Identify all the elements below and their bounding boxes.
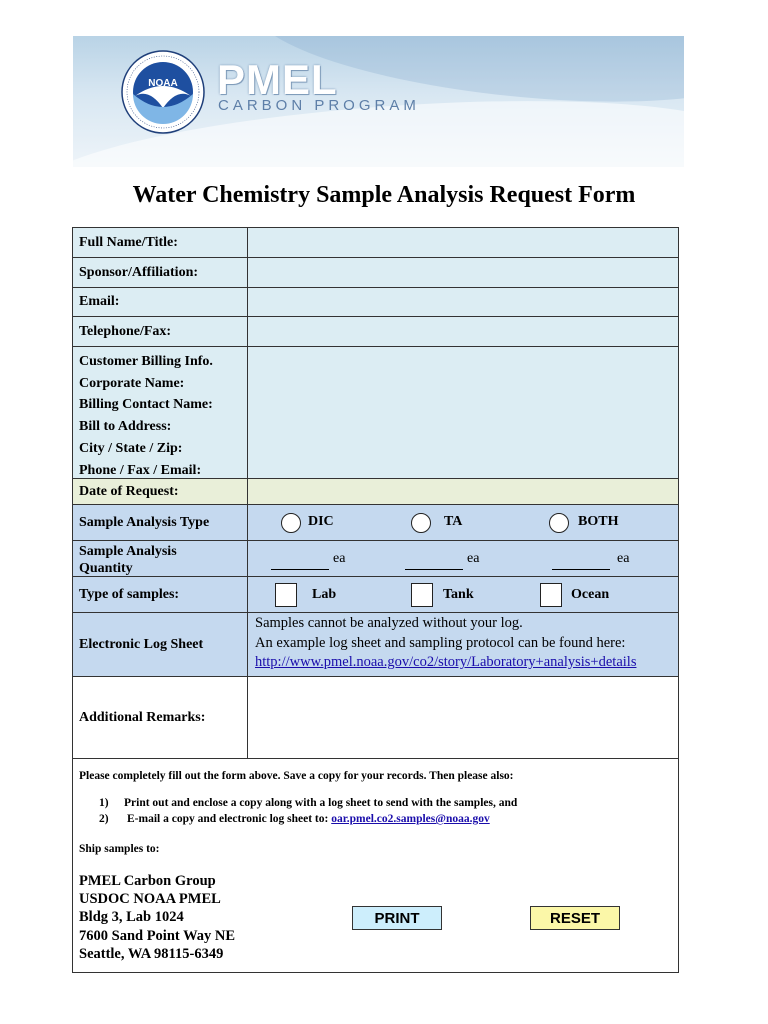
- option-both-label: BOTH: [578, 514, 619, 529]
- bill-address-label: Bill to Address:: [79, 419, 172, 435]
- remarks-field[interactable]: [248, 677, 678, 758]
- row-sample-type: [73, 577, 678, 613]
- billing-contact-label: Billing Contact Name:: [79, 397, 213, 413]
- row-analysis-type: [73, 505, 678, 541]
- row-sponsor: [73, 258, 678, 288]
- log-sheet-notice: Samples cannot be analyzed without your log.: [255, 615, 523, 631]
- email-field[interactable]: [248, 288, 678, 316]
- analysis-quantity-label-line2: Quantity: [79, 561, 133, 576]
- checkbox-ocean[interactable]: [540, 583, 562, 607]
- instructions-section: [79, 759, 672, 972]
- checkbox-tank[interactable]: [411, 583, 433, 607]
- address-line: PMEL Carbon Group: [79, 873, 216, 889]
- log-sheet-info: [248, 613, 678, 676]
- row-remarks: [73, 677, 678, 759]
- billing-heading: Customer Billing Info.: [79, 354, 213, 369]
- print-button[interactable]: PRINT: [352, 906, 442, 930]
- radio-both[interactable]: [549, 513, 569, 533]
- sponsor-label: Sponsor/Affiliation:: [73, 258, 248, 287]
- billing-phone-label: Phone / Fax / Email:: [79, 462, 202, 478]
- sample-type-options: [248, 577, 678, 612]
- ship-label: Ship samples to:: [79, 843, 160, 855]
- row-email: [73, 288, 678, 317]
- instructions-intro: Please completely fill out the form above. Save a copy for your records. Then please also:: [79, 770, 514, 782]
- full-name-field[interactable]: [248, 228, 678, 257]
- quantity-ta-field[interactable]: [405, 569, 463, 570]
- option-ocean-label: Ocean: [571, 587, 610, 602]
- log-sheet-link[interactable]: http://www.pmel.noaa.gov/co2/story/Laboratory+analysis+details: [255, 654, 637, 670]
- noaa-logo: [121, 50, 205, 134]
- quantity-dic-field[interactable]: [271, 569, 329, 570]
- quantity-dic-unit: ea: [333, 551, 346, 566]
- telephone-field[interactable]: [248, 317, 678, 346]
- analysis-quantity-label: [73, 541, 248, 576]
- analysis-type-options: [248, 505, 678, 540]
- option-ta-label: TA: [444, 514, 463, 529]
- samples-email-link[interactable]: oar.pmel.co2.samples@noaa.gov: [331, 813, 490, 825]
- radio-ta[interactable]: [411, 513, 431, 533]
- instruction-2-prefix: E-mail a copy and electronic log sheet to:: [127, 813, 329, 825]
- email-label: Email:: [73, 288, 248, 316]
- sample-type-label: Type of samples:: [73, 577, 248, 612]
- city-state-zip-label: City / State / Zip:: [79, 440, 183, 456]
- row-full-name: [73, 228, 678, 258]
- option-lab-label: Lab: [312, 587, 337, 602]
- shipping-address: [79, 872, 235, 963]
- date-label: Date of Request:: [73, 479, 248, 504]
- log-sheet-example-text: An example log sheet and sampling protocol can be found here:: [255, 634, 626, 651]
- corporate-name-label: Corporate Name:: [79, 375, 185, 391]
- quantity-both-field[interactable]: [552, 569, 610, 570]
- instruction-1-text: Print out and enclose a copy along with a log sheet to send with the samples, and: [124, 797, 518, 809]
- radio-dic[interactable]: [281, 513, 301, 533]
- telephone-label: Telephone/Fax:: [73, 317, 248, 346]
- analysis-quantity-label-line1: Sample Analysis: [79, 544, 177, 559]
- log-sheet-label: Electronic Log Sheet: [73, 613, 248, 676]
- checkbox-lab[interactable]: [275, 583, 297, 607]
- analysis-type-label: Sample Analysis Type: [73, 505, 248, 540]
- address-line: 7600 Sand Point Way NE: [79, 927, 236, 944]
- option-tank-label: Tank: [443, 587, 474, 602]
- sponsor-field[interactable]: [248, 258, 678, 287]
- header-banner: [73, 36, 684, 167]
- banner-title: PMEL: [217, 56, 338, 103]
- analysis-quantity-fields: [248, 541, 678, 576]
- address-line: USDOC NOAA PMEL: [79, 891, 221, 908]
- row-date: [73, 479, 678, 505]
- row-analysis-quantity: [73, 541, 678, 577]
- reset-button[interactable]: RESET: [530, 906, 620, 930]
- remarks-label: Additional Remarks:: [73, 677, 248, 758]
- instruction-2-number: 2): [99, 813, 109, 825]
- request-form: [72, 227, 679, 973]
- instruction-1-number: 1): [99, 797, 109, 809]
- address-line: Bldg 3, Lab 1024: [79, 909, 184, 926]
- form-title: Water Chemistry Sample Analysis Request Form: [132, 182, 636, 208]
- row-telephone: [73, 317, 678, 347]
- full-name-label: Full Name/Title:: [73, 228, 248, 257]
- address-line: Seattle, WA 98115-6349: [79, 945, 224, 962]
- billing-field[interactable]: [248, 347, 678, 478]
- date-field[interactable]: [248, 479, 678, 504]
- quantity-both-unit: ea: [617, 551, 630, 566]
- instruction-2-text: [127, 813, 490, 825]
- option-dic-label: DIC: [308, 514, 334, 529]
- banner-subtitle: CARBON PROGRAM: [218, 97, 420, 114]
- noaa-logo-text: NOAA: [148, 78, 178, 89]
- row-billing: [73, 347, 678, 479]
- row-log-sheet: [73, 613, 678, 677]
- quantity-ta-unit: ea: [467, 551, 480, 566]
- billing-label-cell: [73, 347, 248, 478]
